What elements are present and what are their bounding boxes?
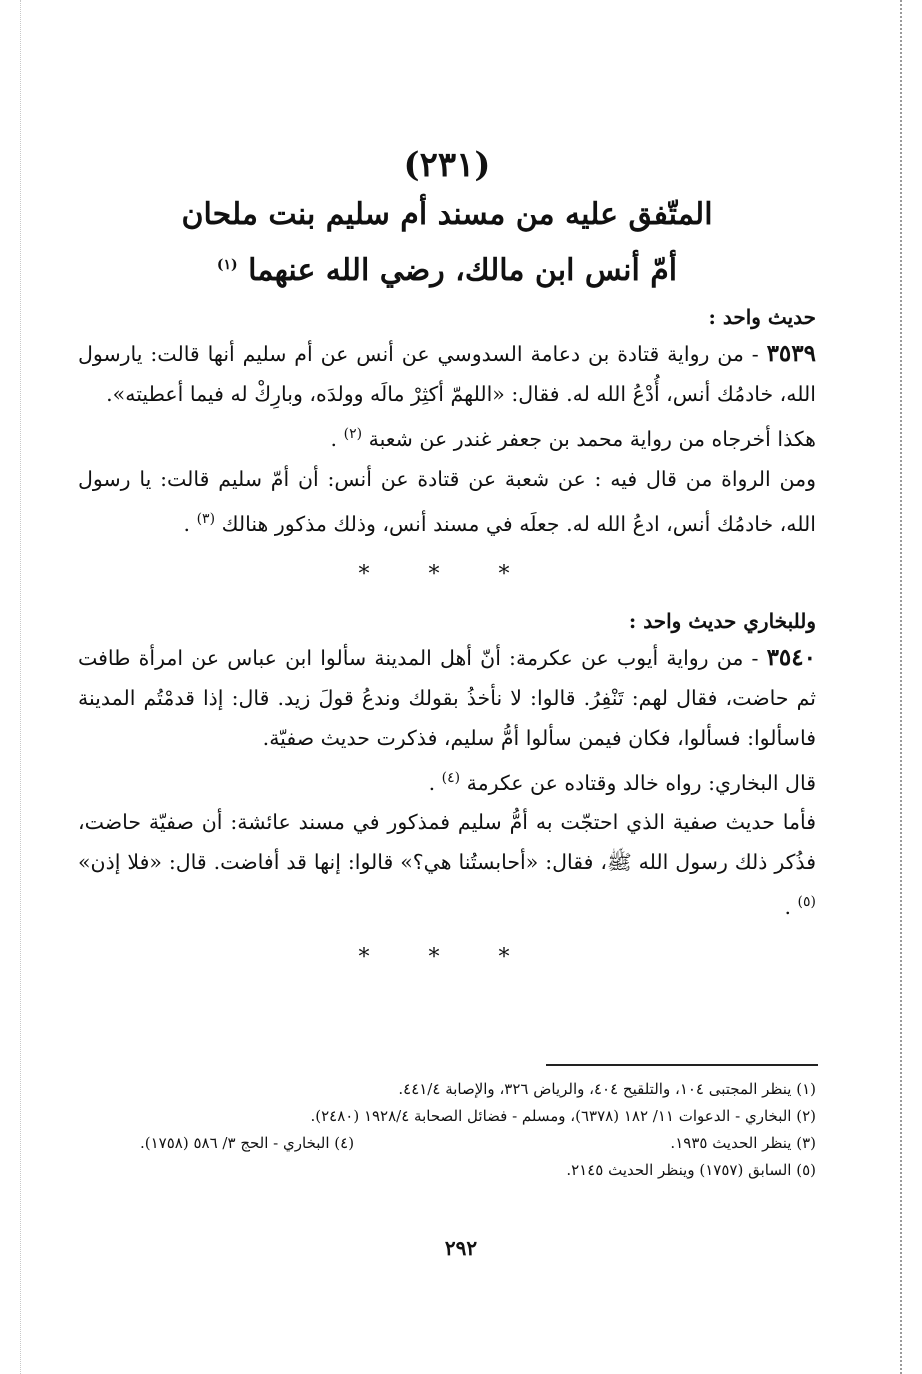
paragraph-takhrij-end: . — [330, 426, 338, 451]
paragraph-safiyya-text: فأما حديث صفية الذي احتجّت به أمُّ سليم فمذكور في مسند عائشة: أن صفيّة حاضت، فذُكر ذلك رسول الله ﷺ، فقال: «أحابستُنا هي؟» قالوا: إنها قد أفاضت. قال: «فلا إذن» — [78, 810, 816, 875]
paragraph-narrators — [78, 459, 816, 544]
main-content — [78, 140, 816, 987]
section-number: (٢٣١) — [403, 145, 491, 185]
hadith-3539 — [78, 334, 816, 414]
hadith-number-3539: ٣٥٣٩ — [766, 340, 816, 367]
scan-edge-left — [20, 0, 21, 1374]
footnote-separator — [546, 1064, 818, 1066]
paragraph-bukhari-said-text: قال البخاري: رواه خالد وقتاده عن عكرمة — [466, 770, 816, 795]
footnote-3-4 — [140, 1130, 816, 1157]
heading-line-1: المتّفق عليه من مسند أم سليم بنت ملحان — [181, 197, 713, 232]
hadith-3539-text: - من رواية قتادة بن دعامة السدوسي عن أنس عن أم سليم أنها قالت: يارسول الله، خادمُك أنس، أُدْعُ الله له. فقال: «اللهمّ أكثِرْ مالَه وولدَه، وبارِكْ له فيما أعطيته». — [78, 342, 816, 406]
footnote-1-text: (١) ينظر المجتبى ١٠٤، والتلقيح ٤٠٤، والرياض ٣٢٦، والإصابة ٤٤١/٤. — [398, 1080, 816, 1098]
footnote-1 — [140, 1076, 816, 1103]
page-number: ٢٩٢ — [444, 1236, 478, 1260]
section-divider-stars: * * * — [358, 561, 536, 587]
heading-line-2-text: أمّ أنس ابن مالك، رضي الله عنهما — [248, 253, 678, 288]
footnote-ref-4: (٤) — [441, 769, 461, 786]
paragraph-takhrij — [78, 414, 816, 459]
paragraph-bukhari-said-end: . — [428, 770, 436, 795]
footnote-ref-5: (٥) — [797, 894, 816, 911]
subheading-one-hadith: حديث واحد : — [708, 305, 816, 329]
hadith-number-3540: ٣٥٤٠ — [766, 643, 816, 671]
footnote-5-text: (٥) السابق (١٧٥٧) وينظر الحديث ٢١٤٥. — [566, 1161, 816, 1179]
paragraph-safiyya — [78, 802, 816, 927]
paragraph-safiyya-end: . — [784, 895, 791, 920]
scan-edge-right — [900, 0, 902, 1374]
footnote-ref-2: (٢) — [343, 426, 363, 442]
footnotes — [140, 1076, 816, 1184]
footnote-4-text: (٤) البخاري - الحج ٣/ ٥٨٦ (١٧٥٨). — [140, 1134, 355, 1152]
subheading-bukhari: وللبخاري حديث واحد : — [628, 608, 816, 633]
footnote-2-text: (٢) البخاري - الدعوات ١١/ ١٨٢ (٦٣٧٨)، ومسلم - فضائل الصحابة ١٩٢٨/٤ (٢٤٨٠). — [310, 1107, 816, 1125]
paragraph-narrators-end: . — [183, 511, 191, 536]
paragraph-bukhari-said — [78, 758, 816, 803]
footnote-ref-3: (٣) — [196, 510, 216, 527]
paragraph-narrators-text: ومن الرواة من قال فيه : عن شعبة عن قتادة عن أنس: أن أمّ سليم قالت: يا رسول الله، خادمُك أنس، ادعُ الله له. جعلَه في مسند أنس، وذلك مذكور هنالك — [78, 466, 816, 536]
section-divider-stars-2: * * * — [358, 945, 536, 971]
footnote-3-text: (٣) ينظر الحديث ١٩٣٥. — [670, 1134, 816, 1152]
hadith-3540 — [78, 638, 816, 758]
hadith-3540-text: - من رواية أيوب عن عكرمة: أنّ أهل المدينة سألوا ابن عباس عن امرأة طافت ثم حاضت، فقال لهم: تَنْفِرُ. قالوا: لا نأخذُ بقولك وندعُ قولَ زيد. قال: إذا قدمْتُم المدينة فاسألوا: فسألوا، فكان فيمن سألوا أمُّ سليم، فذكرت حديث صفيّة. — [78, 645, 816, 750]
paragraph-takhrij-text: هكذا أخرجاه من رواية محمد بن جعفر غندر عن شعبة — [368, 426, 816, 451]
footnote-2 — [140, 1103, 816, 1130]
footnote-5 — [140, 1157, 816, 1184]
heading-footnote-ref: (١) — [216, 257, 238, 273]
heading-line-2 — [78, 240, 816, 296]
